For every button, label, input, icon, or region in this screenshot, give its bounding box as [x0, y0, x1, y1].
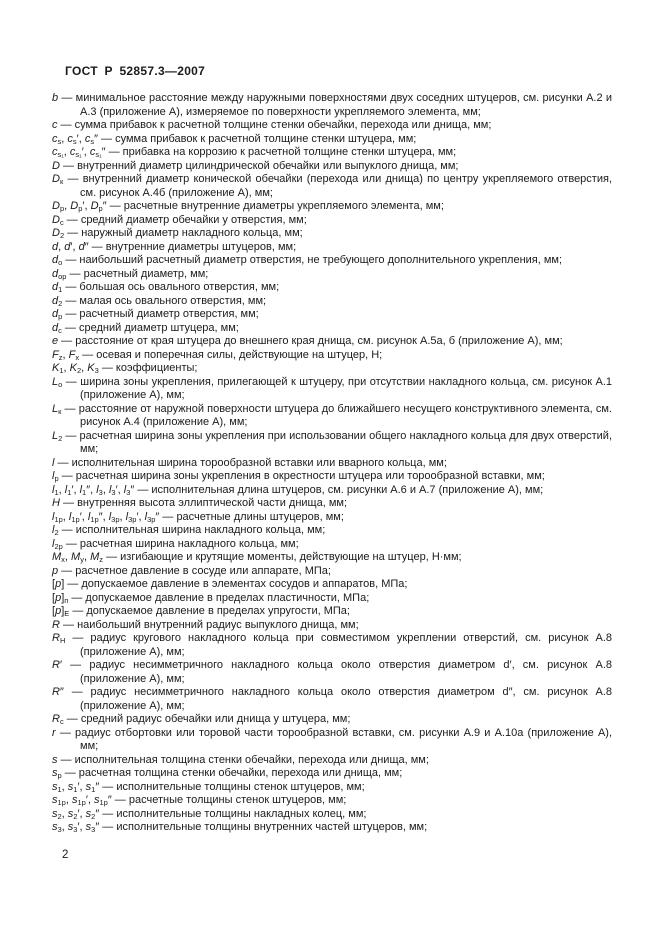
definition-text: — расчетные длины штуцеров, мм;: [159, 510, 344, 523]
definition-text: — допускаемое давление в элементах сосудов и аппаратов, МПа;: [64, 578, 408, 590]
definition-symbol: $c_s$, $c_s'$, $c_s''$: [52, 132, 98, 146]
definition-symbol: e: [52, 335, 59, 347]
definition-text: — допускаемое давление в пределах упругости, МПа;: [69, 605, 350, 617]
definition-item: [52, 430, 612, 457]
definition-item: [52, 376, 612, 403]
definition-symbol: $F_z$, $F_x$: [52, 348, 80, 362]
definition-item: [52, 200, 612, 214]
definition-text: — радиус отбортовки или торовой части торообразной вставки, см. рисунки А.9 и А.10а (приложение А), мм;: [55, 726, 612, 752]
definitions-list: [52, 92, 612, 835]
definition-symbol: $L_к$: [52, 402, 62, 416]
definition-text: — радиус несимметричного накладного кольца около отверстия диаметром d′, см. рисунок А.8 (приложение А), мм;: [62, 659, 612, 685]
definition-symbol: $d_1$: [52, 281, 63, 294]
definition-text: — средний радиус обечайки или днища у штуцера, мм;: [63, 713, 351, 725]
definition-item: [52, 254, 612, 268]
definition-text: — исполнительная длина штуцеров, см. рисунки А.6 и А.7 (приложение А), мм;: [134, 483, 544, 496]
definition-item: [52, 133, 612, 147]
definition-item: [52, 146, 612, 160]
definition-item: [52, 92, 612, 119]
definition-item: [52, 821, 612, 835]
definition-text: — расчетная ширина накладного кольца, мм;: [62, 537, 299, 550]
definition-item: [52, 403, 612, 430]
definition-text: — большая ось овального отверстия, мм;: [62, 281, 280, 293]
definition-item: [52, 362, 612, 376]
definition-symbol: $s_2$, $s_2'$, $s_2''$: [52, 807, 100, 821]
definition-item: [52, 524, 612, 538]
definition-text: — коэффициенты;: [98, 362, 198, 374]
definition-item: [52, 119, 612, 133]
definition-symbol: $D_2$: [52, 227, 65, 240]
definition-symbol: $[p]_E$: [52, 605, 70, 618]
definition-symbol: $s_{1р}$, $s_{1р}'$, $s_{1р}''$: [52, 794, 112, 807]
definition-text: — наибольший внутренний радиус выпуклого днища, мм;: [59, 618, 359, 631]
definition-symbol: $s_3$, $s_3'$, $s_3''$: [52, 821, 100, 834]
definition-symbol: p: [52, 564, 59, 577]
definition-text: — внутренний диаметр цилиндрической обечайки или выпуклого днища, мм;: [59, 159, 459, 172]
definition-symbol: $l_2$: [52, 524, 59, 537]
definition-text: — радиус кругового накладного кольца при совместимом укреплении отверстий, см. рисунок А.8 (приложение А), мм;: [65, 632, 612, 658]
definition-text: — сумма прибавок к расчетной толщине стенки обечайки, перехода или днища, мм;: [57, 119, 492, 131]
definition-text: — исполнительная ширина накладного кольца, мм;: [58, 524, 326, 536]
definition-item: [52, 241, 612, 255]
definition-text: — расчетная ширина зоны укрепления при использовании общего накладного кольца для двух отверстий, мм;: [62, 429, 612, 455]
definition-text: — внутренняя высота эллиптической части днища, мм;: [59, 497, 347, 509]
definition-item: [52, 713, 612, 727]
definition-symbol: $R_с$: [52, 713, 64, 726]
definition-item: [52, 160, 612, 174]
definition-text: — прибавка на коррозию к расчетной толщине стенки штуцера, мм;: [105, 146, 457, 158]
definition-text: — исполнительная ширина торообразной вставки или вварного кольца, мм;: [54, 456, 447, 469]
definition-symbol: $d_{ор}$: [52, 267, 67, 281]
definition-symbol: $c_{s_1}$, $c_{s_1}'$, $c_{s_1}''$: [52, 146, 106, 159]
definition-symbol: $d_о$: [52, 254, 63, 267]
definition-item: [52, 781, 612, 795]
definition-symbol: $l_{2р}$: [52, 537, 63, 551]
standard-designation: ГОСТ Р 52857.3—2007: [65, 64, 206, 78]
definition-symbol: R″: [52, 686, 64, 698]
definition-item: [52, 551, 612, 565]
page-number: 2: [62, 848, 69, 861]
definition-item: [52, 214, 612, 228]
definition-text: — расчетные толщины стенок штуцеров, мм;: [111, 794, 347, 806]
definition-item: [52, 754, 612, 768]
definition-item: [52, 511, 612, 525]
definition-item: [52, 808, 612, 822]
definition-symbol: $L_о$: [52, 375, 63, 389]
definition-text: — наружный диаметр накладного кольца, мм;: [64, 227, 303, 239]
definition-symbol: $l_{1р}$, $l_{1р}'$, $l_{1р}''$, $l_{3р}$, $l_{3р}'$, $l_{3р}''$: [52, 510, 160, 524]
definition-item: [52, 497, 612, 511]
definition-item: [52, 268, 612, 282]
definition-text: — средний диаметр штуцера, мм;: [61, 321, 239, 334]
definition-item: [52, 592, 612, 606]
definition-symbol: $D_к$: [52, 173, 64, 186]
definition-text: — расстояние от наружной поверхности штуцера до ближайшего несущего конструктивного элемента, см. рисунок А.4 (приложение А), мм;: [61, 402, 612, 428]
definition-text: — расстояние от края штуцера до внешнего края днища, см. рисунок А.5а, б (приложение А), мм;: [58, 335, 563, 347]
definition-text: — исполнительные толщины внутренних частей штуцеров, мм;: [99, 821, 428, 833]
definition-item: [52, 295, 612, 309]
definition-item: [52, 457, 612, 471]
definition-symbol: R: [52, 618, 60, 631]
definition-symbol: $R_H$: [52, 632, 66, 645]
definition-item: [52, 173, 612, 200]
definition-item: [52, 727, 612, 754]
definition-text: — сумма прибавок к расчетной толщине стенки штуцера, мм;: [97, 132, 417, 145]
definition-symbol: b: [52, 92, 59, 104]
definition-symbol: $D_р$, $D_р'$, $D_р''$: [52, 200, 107, 213]
definition-symbol: s: [52, 753, 58, 766]
definition-text: — внутренний диаметр конической обечайки (перехода или днища) по центру укрепляемого отверстия, см. рисунок А.4б (приложение А), мм;: [63, 173, 612, 199]
definition-text: — ширина зоны укрепления, прилегающей к штуцеру, при отсутствии накладного кольца, см. рисунок А.1 (приложение А), мм;: [62, 375, 612, 401]
definition-text: — минимальное расстояние между наружными поверхностями двух соседних штуцеров, см. рисунки А.2 и А.3 (приложение А), измеряемое по поверхности укрепляемого элемента, мм;: [58, 92, 612, 118]
definition-symbol: D: [52, 159, 60, 172]
definition-symbol: $l_р$: [52, 470, 59, 483]
definition-text: — расчетная толщина стенки обечайки, перехода или днища, мм;: [61, 767, 403, 779]
definition-item: [52, 619, 612, 633]
definition-symbol: $K_1$, $K_2$, $K_3$: [52, 362, 99, 375]
definition-item: [52, 308, 612, 322]
definition-text: — расчетные внутренние диаметры укрепляемого элемента, мм;: [106, 200, 444, 212]
definition-item: [52, 565, 612, 579]
definition-item: [52, 632, 612, 659]
definition-item: [52, 281, 612, 295]
definition-item: [52, 227, 612, 241]
definition-text: — средний диаметр обечайки у отверстия, мм;: [63, 213, 307, 226]
definition-text: — малая ось овального отверстия, мм;: [62, 294, 267, 307]
definition-text: — наибольший расчетный диаметр отверстия, не требующего дополнительного укрепления, мм;: [62, 254, 563, 266]
definition-text: — осевая и поперечная силы, действующие на штуцер, Н;: [79, 348, 383, 361]
definition-item: [52, 538, 612, 552]
definition-text: — расчетный диаметр отверстия, мм;: [62, 308, 259, 320]
definition-item: [52, 605, 612, 619]
definition-text: — радиус несимметричного накладного кольца около отверстия диаметром d″, см. рисунок А.8 (приложение А), мм;: [63, 686, 612, 712]
definition-text: — расчетная ширина зоны укрепления в окрестности штуцера или торообразной вставки, мм;: [58, 470, 545, 482]
definition-text: — исполнительная толщина стенки обечайки, перехода или днища, мм;: [57, 753, 429, 766]
definition-text: — внутренние диаметры штуцеров, мм;: [88, 240, 297, 253]
definition-symbol: $L_2$: [52, 429, 63, 443]
definition-item: [52, 794, 612, 808]
definition-symbol: $d_р$: [52, 308, 63, 321]
definition-symbol: d, d′, d″: [52, 240, 89, 253]
definition-item: [52, 335, 612, 349]
definition-item: [52, 349, 612, 363]
definition-symbol: $M_x$, $M_y$, $M_z$: [52, 551, 104, 564]
definition-symbol: $s_р$: [52, 767, 62, 780]
definition-symbol: $d_2$: [52, 294, 63, 308]
definition-symbol: l: [52, 456, 55, 469]
definition-item: [52, 686, 612, 713]
definition-item: [52, 659, 612, 686]
definition-text: — исполнительные толщины стенок штуцеров, мм;: [99, 780, 365, 793]
definition-item: [52, 578, 612, 592]
definition-text: — расчетное давление в сосуде или аппарате, МПа;: [58, 564, 331, 577]
definition-symbol: [p]: [52, 578, 65, 590]
definition-symbol: $D_с$: [52, 213, 64, 227]
definition-text: — расчетный диаметр, мм;: [66, 267, 209, 280]
definition-symbol: $[p]_п$: [52, 591, 69, 605]
definition-item: [52, 470, 612, 484]
definition-symbol: $l_1$, $l_1'$, $l_1''$, $l_3$, $l_3'$, $l_3''$: [52, 483, 135, 497]
definition-text: — исполнительные толщины накладных колец, мм;: [99, 807, 367, 820]
definition-symbol: R′: [52, 659, 63, 671]
definition-item: [52, 484, 612, 498]
definition-text: — допускаемое давление в пределах пластичности, МПа;: [68, 591, 370, 604]
definition-symbol: c: [52, 119, 58, 131]
definition-symbol: $d_с$: [52, 321, 62, 335]
definition-item: [52, 767, 612, 781]
definition-item: [52, 322, 612, 336]
definition-symbol: H: [52, 497, 60, 509]
page-content: [52, 64, 612, 861]
definition-text: — изгибающие и крутящие моменты, действующие на штуцер, Н·мм;: [103, 551, 462, 563]
definition-symbol: r: [52, 726, 56, 739]
definition-symbol: $s_1$, $s_1'$, $s_1''$: [52, 780, 100, 794]
